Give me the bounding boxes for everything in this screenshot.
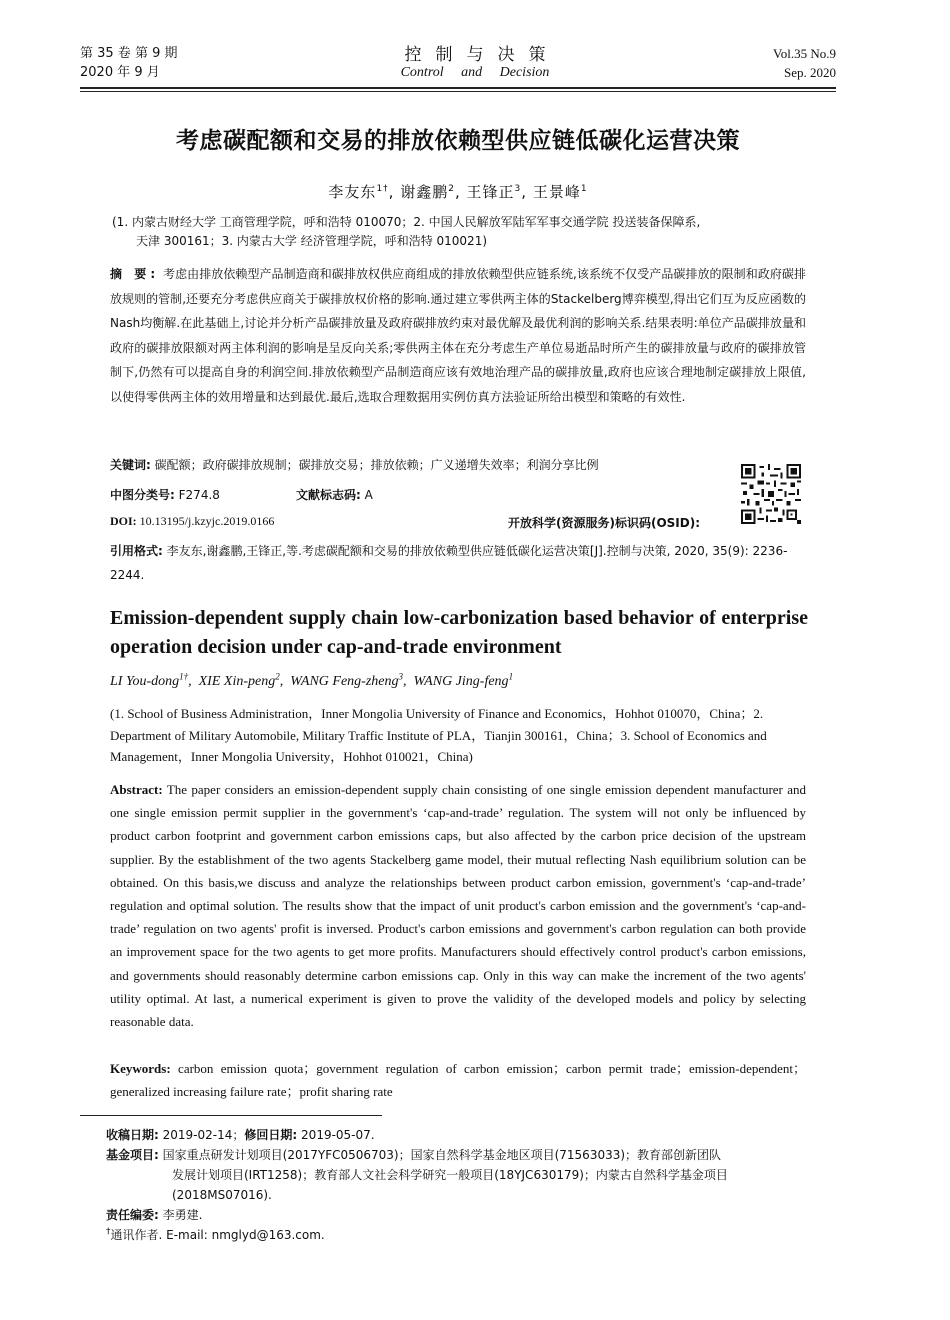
affiliation-cn-line1: (1. 内蒙古财经大学 工商管理学院，呼和浩特 010070；2. 中国人民解放军陆军军事交通学院 投送装备保障系, <box>112 215 701 229</box>
abstract-en <box>110 778 806 1033</box>
fund-line1: 国家重点研发计划项目(2017YFC0506703)；国家自然科学基金地区项目(71563033)；教育部创新团队 <box>162 1148 722 1162</box>
date-en-line: Sep. 2020 <box>784 65 836 80</box>
author-name-en: WANG Jing-feng <box>413 674 509 689</box>
funding <box>106 1145 816 1205</box>
author-name-en: WANG Feng-zheng <box>290 674 399 689</box>
received-date: 2019-02-14 <box>162 1128 233 1142</box>
keywords-en <box>110 1057 806 1103</box>
received-label: 收稿日期: <box>106 1128 159 1142</box>
clc-label: 中图分类号: <box>110 488 175 502</box>
fund-line3: (2018MS07016). <box>172 1188 272 1202</box>
affiliation-en: (1. School of Business Administration，Inner Mongolia University of Finance and Economics，Hohhot 010070，China；2. Department of Military Automobile, Military Traffic Institute of PLA，Tianjin 300161，China；3. School of Economics and Management，Inner Mongolia University，Hohhot 010021，China) <box>110 706 767 764</box>
journal-name <box>360 40 590 81</box>
author-name-en: XIE Xin-peng <box>198 674 276 689</box>
editor-label: 责任编委: <box>106 1208 159 1222</box>
fund-label: 基金项目: <box>106 1148 159 1162</box>
header-rule-thick <box>80 87 836 89</box>
editor <box>106 1205 816 1225</box>
osid-label: 开放科学(资源服务)标识码(OSID): <box>508 516 701 530</box>
keywords-en-text: carbon emission quota；government regulation of carbon emission；carbon permit trade；emission-dependent；generalized increasing failure rate；profit sharing rate <box>110 1061 806 1100</box>
author-name: 李友东 <box>328 183 377 201</box>
footnote-rule <box>80 1115 382 1116</box>
citation-label: 引用格式: <box>110 544 163 558</box>
date-line: 2020 年 9 月 <box>80 65 160 80</box>
header-rule-thin <box>80 91 836 92</box>
clc-value: F274.8 <box>178 488 220 502</box>
paper-title-en: Emission-dependent supply chain low-carbonization based behavior of enterprise operation decision under cap-and-trade environment <box>110 607 808 658</box>
editor-name: 李勇建. <box>162 1208 203 1222</box>
citation <box>110 539 810 587</box>
author-sup: 2 <box>448 184 455 194</box>
corr-mark: † <box>106 1227 111 1237</box>
author-name-en: LI You-dong <box>110 674 180 689</box>
author-name: 王景峰 <box>532 183 581 201</box>
abstract-cn-text: 考虑由排放依赖型产品制造商和碳排放权供应商组成的排放依赖型供应链系统,该系统不仅受产品碳排放的限制和政府碳排放规则的管制,还要充分考虑供应商关于碳排放权价格的影响.通过建立零供两主体的Stackelberg博弈模型,得出它们互为反应函数的Nash均衡解.在此基础上,讨论并分析产品碳排放量及政府碳排放约束对最优解及最优利润的影响关系.结果表明:单位产品碳排放量和政府的碳排放限额对两主体利润的影响是呈反向关系;零供两主体在充分考虑生产单位易逝品时所产生的碳排放量与政府的碳排放管制下,仍然有可以提高自身的利润空间.排放依赖型产品制造商应该有效地治理产品的碳排放量,政府也应该合理地制定碳排放上限值,以使得零供两主体的效用增量和达到最优.最后,选取合理数据用实例仿真方法验证所给出模型和策略的有效性. <box>110 267 806 404</box>
volume-en-line: Vol.35 No.9 <box>773 46 836 61</box>
keywords-cn <box>110 456 730 473</box>
authors-en: LI You-dong$^{1\dagger}$, XIE Xin-peng$^2$, WANG Feng-zheng$^3$, WANG Jing-feng$^1$ <box>110 671 514 689</box>
doc-code-value: A <box>364 488 373 502</box>
corr-text[interactable]: 通讯作者. E-mail: nmglyd@163.com. <box>110 1228 325 1242</box>
authors-cn: 李友东$^{1\dagger}$, 谢鑫鹏$^2$, 王锋正$^3$, 王景峰$^1$ <box>328 183 588 201</box>
abstract-en-label: Abstract: <box>110 782 163 797</box>
author-sup: 1 <box>580 184 588 194</box>
qr-code-icon[interactable] <box>741 464 801 524</box>
author-sup: 3 <box>514 184 522 194</box>
fund-line2: 发展计划项目(IRT1258)；教育部人文社会科学研究一般项目(18YJC630179)；内蒙古自然科学基金项目 <box>172 1168 728 1182</box>
doi[interactable] <box>110 514 274 529</box>
abstract-en-text: The paper considers an emission-dependent supply chain consisting of one single emission dependent manufacturer and one single emission permit supplier in the government's ‘cap-and-trade’ regulation. The system will not only be influenced by product carbon footprint and government carbon emissions caps, but also affected by the carbon price decision of the upstream supplier. By the establishment of the two agents Stackelberg game model, their mutual reflecting Nash equilibrium solution can be obtained. On this basis,we discuss and analyze the relationships between product carbon emission, government's ‘cap-and-trade’ regulation and optimal solution. The results show that the impact of unit product's carbon emission and the government's ‘cap-and-trade’ regulation on two agents' profit is inversed. Product's carbon emissions and government's carbon regulation can both provide an improvement space for the two agents to get more profits. Manufacturers should effectively control product's carbon emissions, and governments should reasonably determine carbon emissions cap. Only in this way can make the increment of the two agents' utility optimal. At last, a numerical experiment is given to prove the validity of the developed models and policy by selecting reasonable data. <box>110 782 806 1030</box>
affiliation-cn-line2: 天津 300161；3. 内蒙古大学 经济管理学院，呼和浩特 010021) <box>136 234 488 248</box>
author-sup: 2 <box>275 671 280 682</box>
abstract-cn-label: 摘 要: <box>110 267 160 281</box>
keywords-cn-text: 碳配额；政府碳排放规制；碳排放交易；排放依赖；广义递增失效率；利润分享比例 <box>154 458 599 472</box>
journal-volume-en <box>773 44 836 82</box>
abstract-cn <box>110 262 806 409</box>
keywords-cn-label: 关键词: <box>110 458 151 472</box>
author-sup: 1† <box>376 184 389 194</box>
doi-label: DOI: <box>110 514 137 528</box>
journal-name-en: Control and Decision <box>400 65 550 80</box>
received-dates: 收稿日期: 2019-02-14；修回日期: 2019-05-07. <box>106 1128 375 1142</box>
author-name: 王锋正 <box>466 183 515 201</box>
revised-label: 修回日期: <box>244 1128 298 1142</box>
citation-text: 李友东,谢鑫鹏,王锋正,等.考虑碳配额和交易的排放依赖型供应链低碳化运营决策[J].控制与决策, 2020, 35(9): 2236-2244. <box>110 544 788 582</box>
footnotes <box>106 1125 816 1245</box>
author-sup: 1† <box>179 671 189 682</box>
author-sup: 3 <box>398 671 403 682</box>
revised-date: 2019-05-07. <box>301 1128 375 1142</box>
volume-line: 第 35 卷 第 9 期 <box>80 46 178 61</box>
author-name: 谢鑫鹏 <box>400 183 449 201</box>
paper-title-cn: 考虑碳配额和交易的排放依赖型供应链低碳化运营决策 <box>176 128 740 154</box>
doc-code-label: 文献标志码: <box>296 488 361 502</box>
document-code <box>296 486 373 503</box>
clc-number <box>110 486 220 503</box>
corresponding-author <box>106 1225 816 1245</box>
author-sup: 1 <box>508 671 514 682</box>
doi-value[interactable]: 10.13195/j.kzyjc.2019.0166 <box>139 514 275 528</box>
journal-volume-issue <box>80 44 177 82</box>
keywords-en-label: Keywords: <box>110 1061 171 1076</box>
journal-name-cn: 控制与决策 <box>404 45 560 65</box>
affiliation-cn <box>112 213 812 251</box>
